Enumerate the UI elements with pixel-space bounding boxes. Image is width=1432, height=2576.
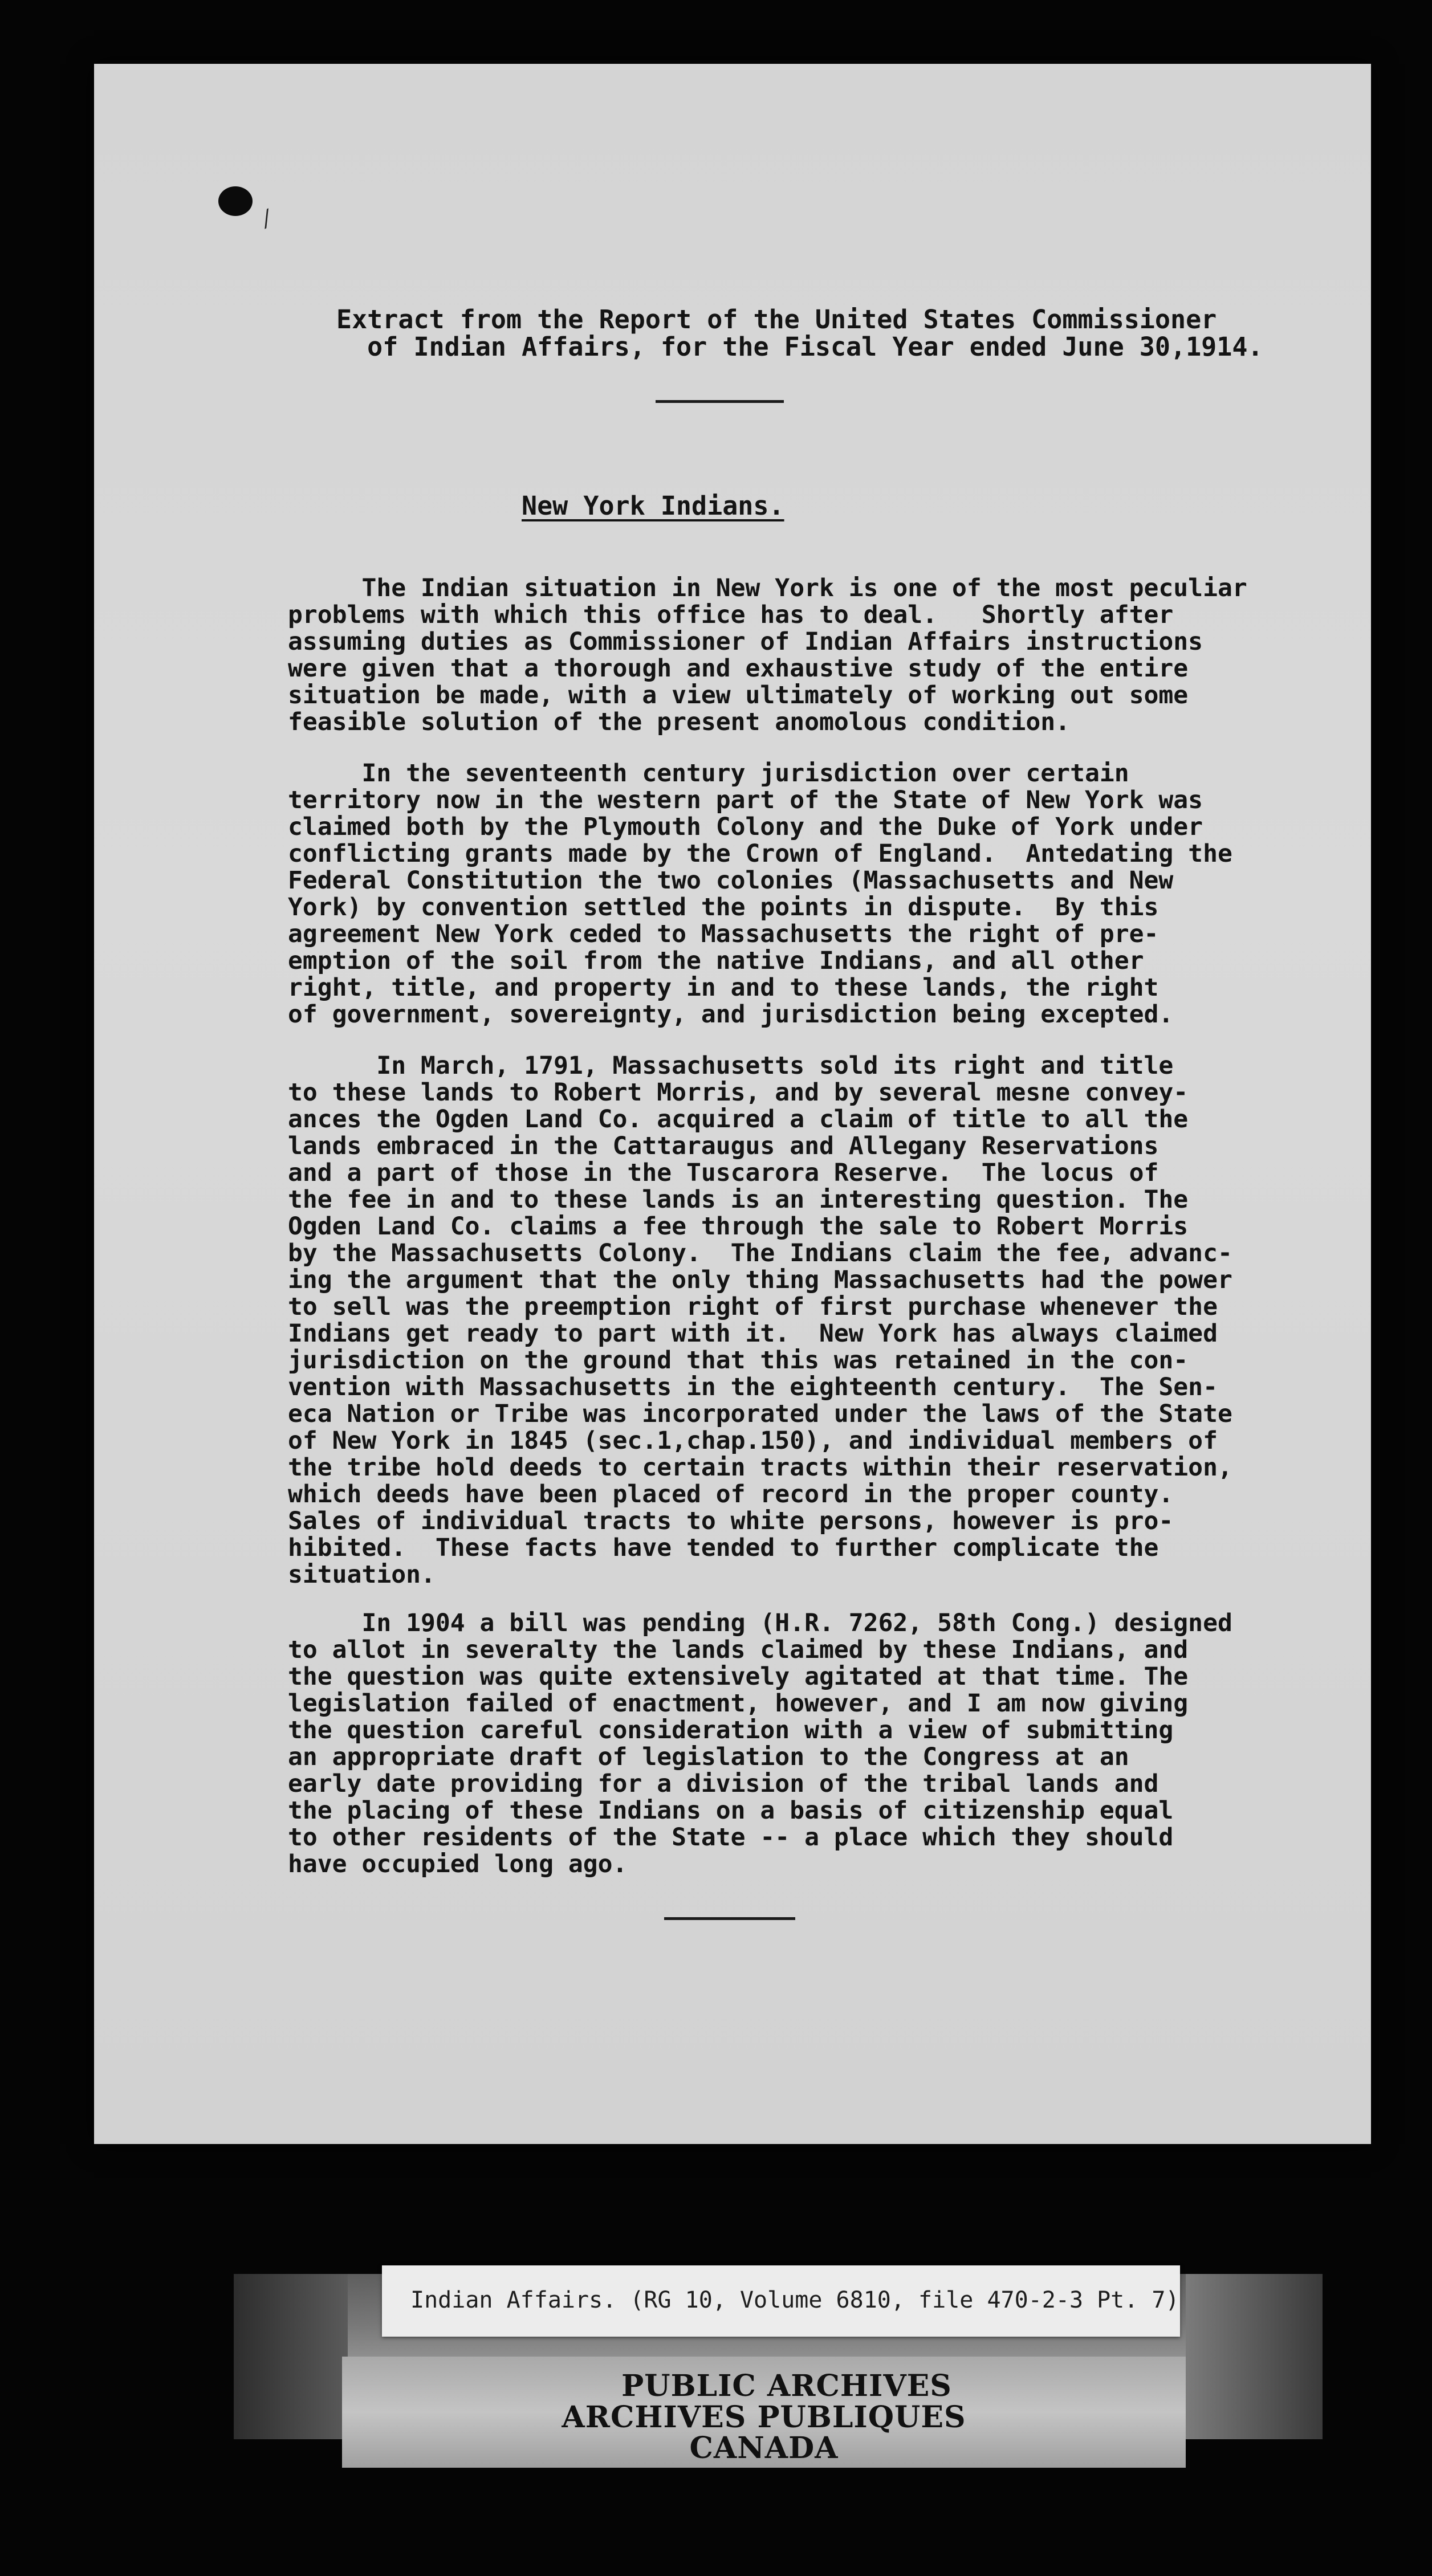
- p3-line: of New York in 1845 (sec.1,chap.150), and individual members of: [288, 1426, 1218, 1455]
- p4-line: to allot in severalty the lands claimed by these Indians, and: [288, 1636, 1189, 1664]
- p1-line: assuming duties as Commissioner of Indian Affairs instructions: [288, 627, 1203, 656]
- paragraph-2: [288, 760, 1232, 1028]
- p4-line: early date providing for a division of the tribal lands and: [288, 1770, 1159, 1798]
- report-heading: [336, 306, 1263, 361]
- p3-line: the fee in and to these lands is an interesting question. The: [288, 1185, 1189, 1214]
- archive-tape-right: [1186, 2274, 1323, 2439]
- pen-mark: ⁄: [259, 206, 275, 233]
- p2-line: York) by convention settled the points in dispute. By this: [288, 893, 1159, 922]
- stamp-line-public-archives: PUBLIC ARCHIVES: [621, 2369, 952, 2403]
- p3-line: ances the Ogden Land Co. acquired a claim of title to all the: [288, 1105, 1189, 1134]
- top-separator: [656, 400, 784, 403]
- p3-line: jurisdiction on the ground that this was retained in the con-: [288, 1346, 1189, 1375]
- stamp-line-archives-publiques: ARCHIVES PUBLIQUES: [562, 2400, 966, 2435]
- archive-tape-left: [234, 2274, 348, 2439]
- bottom-separator: [664, 1917, 795, 1920]
- ink-blot-mark: [218, 186, 253, 216]
- p3-line: by the Massachusetts Colony. The Indians claim the fee, advanc-: [288, 1239, 1232, 1267]
- p2-line: agreement New York ceded to Massachusetts the right of pre-: [288, 920, 1159, 948]
- paragraph-3: [288, 1053, 1232, 1588]
- archive-reference-text: Indian Affairs. (RG 10, Volume 6810, file 470-2-3 Pt. 7): [410, 2287, 1179, 2313]
- p3-line: Ogden Land Co. claims a fee through the sale to Robert Morris: [288, 1212, 1189, 1241]
- p2-line: right, title, and property in and to these lands, the right: [288, 973, 1159, 1002]
- p3-line: lands embraced in the Cattaraugus and Allegany Reservations: [288, 1132, 1159, 1160]
- p1-line: feasible solution of the present anomolous condition.: [288, 708, 1071, 736]
- p3-line: which deeds have been placed of record in the proper county.: [288, 1480, 1174, 1509]
- p3-line: In March, 1791, Massachusetts sold its right and title: [288, 1051, 1174, 1080]
- p3-line: eca Nation or Tribe was incorporated under the laws of the State: [288, 1400, 1232, 1428]
- heading-line-2: of Indian Affairs, for the Fiscal Year ended June 30,1914.: [336, 332, 1263, 362]
- p4-line: the question careful consideration with a view of submitting: [288, 1716, 1174, 1744]
- p4-line: the placing of these Indians on a basis of citizenship equal: [288, 1796, 1174, 1825]
- p4-line: an appropriate draft of legislation to the Congress at an: [288, 1743, 1129, 1771]
- p3-line: Sales of individual tracts to white persons, however is pro-: [288, 1507, 1174, 1535]
- p3-line: the tribe hold deeds to certain tracts within their reservation,: [288, 1453, 1232, 1482]
- paragraph-1: [288, 575, 1247, 736]
- paragraph-4: [288, 1610, 1232, 1878]
- p3-line: and a part of those in the Tuscarora Reserve. The locus of: [288, 1159, 1159, 1187]
- p3-line: situation.: [288, 1560, 436, 1589]
- p3-line: Indians get ready to part with it. New York has always claimed: [288, 1319, 1218, 1348]
- p1-line: were given that a thorough and exhaustive study of the entire: [288, 654, 1189, 683]
- p4-line: the question was quite extensively agitated at that time. The: [288, 1662, 1189, 1691]
- document-page: [94, 64, 1371, 2144]
- p3-line: ing the argument that the only thing Massachusetts had the power: [288, 1266, 1232, 1294]
- p4-line: In 1904 a bill was pending (H.R. 7262, 58th Cong.) designed: [288, 1609, 1232, 1637]
- p2-line: territory now in the western part of the State of New York was: [288, 786, 1203, 814]
- p1-line: problems with which this office has to deal. Shortly after: [288, 601, 1174, 629]
- archives-stamp: [342, 2357, 1186, 2468]
- p1-line: situation be made, with a view ultimately of working out some: [288, 681, 1189, 710]
- p1-line: The Indian situation in New York is one of the most peculiar: [288, 574, 1247, 602]
- p4-line: legislation failed of enactment, however, and I am now giving: [288, 1689, 1189, 1718]
- p2-line: Federal Constitution the two colonies (Massachusetts and New: [288, 866, 1174, 895]
- p2-line: claimed both by the Plymouth Colony and the Duke of York under: [288, 813, 1203, 841]
- section-title: New York Indians.: [522, 491, 784, 521]
- stamp-line-canada: CANADA: [689, 2431, 839, 2465]
- p3-line: hibited. These facts have tended to further complicate the: [288, 1534, 1159, 1562]
- p3-line: to these lands to Robert Morris, and by several mesne convey-: [288, 1078, 1189, 1107]
- p2-line: of government, sovereignty, and jurisdiction being excepted.: [288, 1000, 1174, 1029]
- p4-line: to other residents of the State -- a place which they should: [288, 1823, 1174, 1852]
- p2-line: emption of the soil from the native Indians, and all other: [288, 947, 1144, 975]
- heading-line-1: Extract from the Report of the United States Commissioner: [336, 304, 1217, 335]
- archive-reference-label: [382, 2265, 1180, 2337]
- p2-line: In the seventeenth century jurisdiction over certain: [288, 759, 1129, 788]
- p3-line: vention with Massachusetts in the eighteenth century. The Sen-: [288, 1373, 1218, 1401]
- p3-line: to sell was the preemption right of first purchase whenever the: [288, 1293, 1218, 1321]
- p4-line: have occupied long ago.: [288, 1850, 628, 1878]
- p2-line: conflicting grants made by the Crown of England. Antedating the: [288, 839, 1232, 868]
